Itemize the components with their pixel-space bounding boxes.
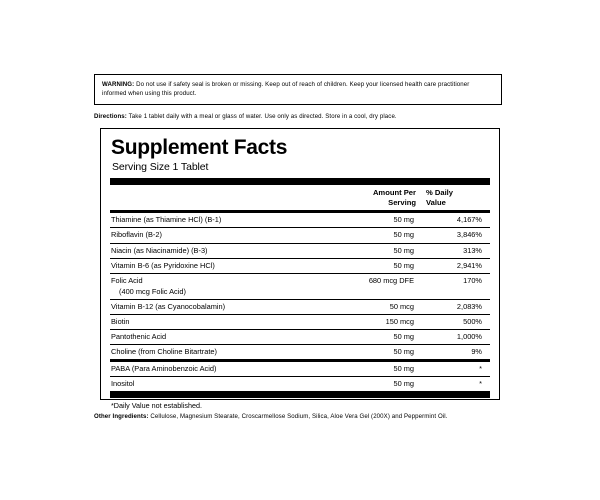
nutrient-amount: 50 mcg — [389, 301, 414, 311]
nutrient-amount: 50 mg — [393, 347, 414, 357]
nutrient-name: Niacin (as Niacinamide) (B-3) — [111, 245, 208, 255]
nutrient-name: Vitamin B-6 (as Pyridoxine HCl) — [111, 260, 215, 270]
table-row — [110, 243, 490, 257]
nutrient-amount: 50 mg — [393, 364, 414, 374]
table-row — [110, 299, 490, 313]
nutrient-amount: 50 mg — [393, 260, 414, 270]
column-header-amount-line1: Amount Per — [372, 187, 416, 197]
table-row — [110, 213, 490, 227]
table-row — [110, 274, 490, 287]
nutrient-name: Thiamine (as Thiamine HCl) (B-1) — [111, 215, 222, 225]
nutrient-daily-value: * — [479, 364, 482, 374]
warning-body: Do not use if safety seal is broken or missing. Keep out of reach of children. Keep your licensed health care practitioner informed when using this product. — [102, 81, 470, 98]
nutrient-amount: 50 mg — [393, 332, 414, 341]
nutrient-amount: 50 mg — [393, 245, 414, 255]
column-header-row — [110, 185, 490, 211]
nutrient-amount: 150 mcg — [385, 316, 414, 326]
nutrient-daily-value: 170% — [463, 275, 482, 285]
nutrient-amount: 680 mcg DFE — [368, 275, 414, 285]
nutrient-name: Folic Acid — [111, 275, 143, 285]
nutrient-name: Vitamin B-12 (as Cyanocobalamin) — [111, 301, 226, 311]
nutrient-daily-value: 313% — [463, 245, 482, 255]
panel-rule-thick-bottom — [110, 391, 490, 398]
daily-value-footnote: *Daily Value not established. — [111, 401, 202, 411]
column-header-daily-value — [420, 188, 490, 208]
other-ingredients-body: Cellulose, Magnesium Stearate, Croscarmellose Sodium, Silica, Aloe Vera Gel (200X) and Peppermint Oil. — [150, 413, 448, 420]
table-row — [110, 258, 490, 272]
warning-box — [94, 74, 502, 105]
other-ingredients-label: Other Ingredients: — [94, 413, 149, 420]
nutrient-daily-value: * — [479, 379, 482, 389]
table-row — [110, 362, 490, 376]
nutrient-daily-value: 4,167% — [456, 215, 482, 225]
other-ingredients — [94, 413, 514, 422]
nutrient-daily-value: 500% — [463, 316, 482, 326]
table-row — [110, 377, 490, 391]
nutrient-amount: 50 mg — [393, 230, 414, 240]
nutrient-name: Choline (from Choline Bitartrate) — [111, 347, 217, 357]
warning-label: WARNING: — [102, 81, 135, 88]
column-header-dv-line2: Value — [426, 197, 446, 207]
nutrient-name: Pantothenic Acid — [111, 332, 167, 341]
nutrient-name: PABA (Para Aminobenzoic Acid) — [111, 364, 217, 374]
nutrient-daily-value: 3,846% — [456, 230, 482, 240]
table-row — [110, 315, 490, 329]
nutrient-subname: (400 mcg Folic Acid) — [119, 286, 186, 296]
supplement-facts-panel — [100, 128, 500, 411]
table-row-subline — [110, 287, 490, 299]
directions-label: Directions: — [94, 113, 127, 120]
nutrient-name: Biotin — [111, 316, 130, 326]
serving-size: Serving Size 1 Tablet — [112, 160, 209, 173]
nutrient-daily-value: 1,000% — [456, 332, 482, 341]
column-header-dv-line1: % Daily — [426, 187, 454, 197]
column-header-amount-line2: Serving — [388, 197, 416, 207]
nutrient-daily-value: 2,941% — [456, 260, 482, 270]
directions-body: Take 1 tablet daily with a meal or glass of water. Use only as directed. Store in a cool, dry place. — [128, 113, 397, 120]
table-row — [110, 345, 490, 359]
nutrient-amount: 50 mg — [393, 379, 414, 389]
nutrient-amount: 50 mg — [393, 215, 414, 225]
warning-text — [102, 80, 494, 98]
nutrient-name: Inositol — [111, 379, 135, 389]
nutrient-daily-value: 2,083% — [456, 301, 482, 311]
table-row — [110, 228, 490, 242]
directions-text — [94, 113, 504, 122]
nutrient-name: Riboflavin (B-2) — [111, 230, 162, 240]
column-header-amount — [330, 188, 420, 208]
panel-rule-thick-top — [110, 178, 490, 185]
table-row — [110, 330, 490, 344]
panel-title: Supplement Facts — [111, 136, 288, 159]
nutrient-daily-value: 9% — [471, 347, 482, 357]
